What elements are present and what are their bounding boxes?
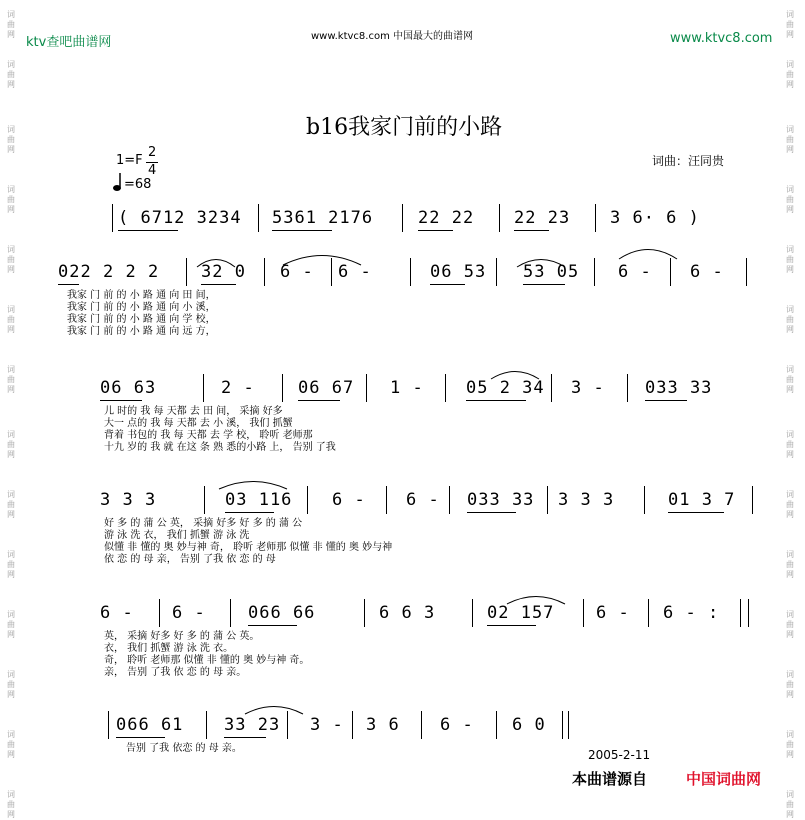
lyric-line: 大一 点的 我 每 天都 去 小 溪， 我们 抓蟹 [104,418,293,429]
bar-line [230,599,231,627]
beam-line [272,230,332,231]
note-group: 01 3 7 [668,490,736,510]
lyric-line: 游 泳 洗 衣， 我们 抓蟹 游 泳 洗 [104,530,250,541]
beam-line [100,400,142,401]
key-signature: 1=F [116,153,143,168]
bar-line [402,204,403,232]
slur-arc [618,248,678,260]
lyric-line: 背着 书包的 我 每 天都 去 学 校， 聆听 老师那 [104,430,313,441]
slur-arc [516,258,566,268]
note-group: 033 33 [467,490,535,510]
lyric-line: 亲， 告别 了我 依 恋 的 母 亲。 [104,667,247,678]
note-group: 3 6 [366,715,400,735]
note-group: 33 23 [224,715,281,735]
bar-line [648,599,649,627]
slur-arc [490,370,540,380]
note-group: 066 61 [116,715,184,735]
time-signature-top: 2 [148,145,157,160]
note-group: 6 0 [512,715,546,735]
bar-line [186,258,187,286]
beam-line [645,400,687,401]
beam-line [116,737,165,738]
note-group: 3 3 3 [558,490,615,510]
lyric-line: 我家 门 前 的 小 路 通 向 学 校， [67,314,216,325]
note-group: 6 - [100,603,134,623]
beam-line [523,284,565,285]
watermark-text: 词 曲 网 [786,245,794,274]
bar-line [108,711,109,739]
watermark-text: 词 曲 网 [7,60,15,89]
beam-line [225,512,274,513]
bar-line [206,711,207,739]
note-group: 2 2 2 [103,262,160,282]
lyric-line: 似懂 非 懂的 奥 妙与神 奇， 聆听 老师那 似懂 非 懂的 奥 妙与神 [104,542,393,553]
credit-text: 词曲：汪同贵 [652,154,725,168]
watermark-text: 词 曲 网 [7,305,15,334]
note-group: 6 - [338,262,372,282]
bar-line [204,486,205,514]
lyric-line: 英， 采摘 好多 好 多 的 蒲 公 英。 [104,631,260,642]
bar-line [594,258,595,286]
beam-line [430,284,465,285]
bar-line [258,204,259,232]
slur-arc [282,254,362,266]
note-group: 6 - [280,262,314,282]
note-group: 5361 2176 [272,208,374,228]
bar-line [583,599,584,627]
note-group: 02 157 [487,603,555,623]
bar-line [496,711,497,739]
lyric-line: 好 多 的 蒲 公 英， 采摘 好多 好 多 的 蒲 公 [104,518,303,529]
beam-line [514,230,549,231]
source-label: 本曲谱源自 [572,770,648,788]
bar-line [740,599,741,627]
slur-arc [244,705,304,715]
bar-line [551,374,552,402]
beam-line [248,625,297,626]
bar-line [307,486,308,514]
watermark-text: 词 曲 网 [786,550,794,579]
watermark-text: 词 曲 网 [786,670,794,699]
note-group: 6 - [690,262,724,282]
watermark-text: 词 曲 网 [7,365,15,394]
note-group: 6 - [618,262,652,282]
watermark-text: 词 曲 网 [7,790,15,819]
lyric-line: 我家 门 前 的 小 路 通 向 田 间， [67,290,216,301]
beam-line [466,400,526,401]
note-group: 6 - [440,715,474,735]
bar-line [644,486,645,514]
bar-line [203,374,204,402]
bar-line [112,204,113,232]
watermark-text: 词 曲 网 [786,365,794,394]
watermark-text: 词 曲 网 [7,670,15,699]
bar-line [499,204,500,232]
header-site-mid: www.ktvc8.com 中国最大的曲谱网 [311,31,474,42]
note-group: 6 6 3 [379,603,436,623]
bar-line [547,486,548,514]
beam-line [298,400,340,401]
slur-arc [218,480,288,490]
watermark-text: 词 曲 网 [7,550,15,579]
tempo-marking: =68 [124,177,152,192]
bar-line [352,711,353,739]
watermark-text: 词 曲 网 [7,10,15,39]
note-group: 033 33 [645,378,713,398]
note-group: 6 - [406,490,440,510]
note-group: 32 0 [201,262,246,282]
watermark-text: 词 曲 网 [786,490,794,519]
watermark-text: 词 曲 网 [786,610,794,639]
watermark-text: 词 曲 网 [786,790,794,819]
slur-arc [506,595,566,605]
watermark-text: 词 曲 网 [786,10,794,39]
watermark-text: 词 曲 网 [7,125,15,154]
lyric-line: 儿 时的 我 每 天都 去 田 间， 采摘 好多 [104,406,283,417]
lyric-line: 依 恋 的 母 亲， 告别 了我 依 恋 的 母 [104,554,276,565]
note-group: 53 05 [523,262,580,282]
beam-line [418,230,453,231]
beam-line [487,625,536,626]
note-group: 3 - [310,715,344,735]
bar-line [282,374,283,402]
bar-line [568,711,569,739]
watermark-text: 词 曲 网 [786,730,794,759]
watermark-text: 词 曲 网 [786,185,794,214]
note-group: 6 - [172,603,206,623]
bar-line [752,486,753,514]
beam-line [201,284,236,285]
bar-line [670,258,671,286]
bar-line [748,599,749,627]
note-group: 6 - [332,490,366,510]
note-group: 22 23 [514,208,571,228]
bar-line [410,258,411,286]
lyric-line: 衣， 我们 抓蟹 游 泳 洗 衣。 [104,643,234,654]
watermark-text: 词 曲 网 [786,305,794,334]
lyric-line: 告别 了我 依恋 的 母 亲。 [126,743,242,754]
note-group: 05 2 34 [466,378,545,398]
bar-line [496,258,497,286]
watermark-text: 词 曲 网 [7,490,15,519]
bar-line [595,204,596,232]
note-group: 3 - [571,378,605,398]
bar-line [472,599,473,627]
bar-line [746,258,747,286]
bar-line [159,599,160,627]
watermark-text: 词 曲 网 [7,430,15,459]
bar-line [562,711,563,739]
bar-line [364,599,365,627]
header-site-left[interactable]: ktv查吧曲谱网 [26,35,112,50]
note-group: 03 116 [225,490,293,510]
lyric-line: 我家 门 前 的 小 路 通 向 远 方， [67,326,216,337]
bar-line [264,258,265,286]
date-text: 2005-2-11 [588,748,651,762]
note-group: 22 22 [418,208,475,228]
bar-line [366,374,367,402]
lyric-line: 十九 岁的 我 就 在这 条 熟 悉的小路 上， 告别 了我 [104,442,336,453]
watermark-text: 词 曲 网 [786,60,794,89]
watermark-text: 词 曲 网 [7,610,15,639]
note-group: 6 - : [663,603,720,623]
bar-line [421,711,422,739]
bar-line [287,711,288,739]
note-group: 3 6· 6 ) [610,208,700,228]
watermark-text: 词 曲 网 [7,185,15,214]
note-group: 1 - [390,378,424,398]
note-group: 6 - [596,603,630,623]
watermark-text: 词 曲 网 [786,125,794,154]
bar-line [627,374,628,402]
note-group: 2 - [221,378,255,398]
lyric-line: 奇， 聆听 老师那 似懂 非 懂的 奥 妙与神 奇。 [104,655,310,666]
note-group: ( 6712 3234 [118,208,242,228]
header-site-right[interactable]: www.ktvc8.com [670,31,773,46]
bar-line [386,486,387,514]
note-group: 066 66 [248,603,316,623]
beam-line [224,737,266,738]
beam-line [467,512,516,513]
lyric-line: 我家 门 前 的 小 路 通 向 小 溪， [67,302,216,313]
beam-line [58,284,79,285]
watermark-text: 词 曲 网 [7,245,15,274]
note-group: 06 53 [430,262,487,282]
beam-line [118,230,178,231]
note-group: 06 63 [100,378,157,398]
bar-line [445,374,446,402]
quarter-note-icon [112,172,124,196]
source-site-link[interactable]: 中国词曲网 [686,770,762,788]
song-title: b16我家门前的小路 [306,115,503,140]
note-group: 3 3 3 [100,490,157,510]
beam-line [668,512,724,513]
note-group: 022 [58,262,92,282]
slur-arc [196,258,236,268]
note-group: 06 67 [298,378,355,398]
watermark-text: 词 曲 网 [7,730,15,759]
bar-line [449,486,450,514]
watermark-text: 词 曲 网 [786,430,794,459]
time-signature-bottom: 4 [148,163,157,178]
